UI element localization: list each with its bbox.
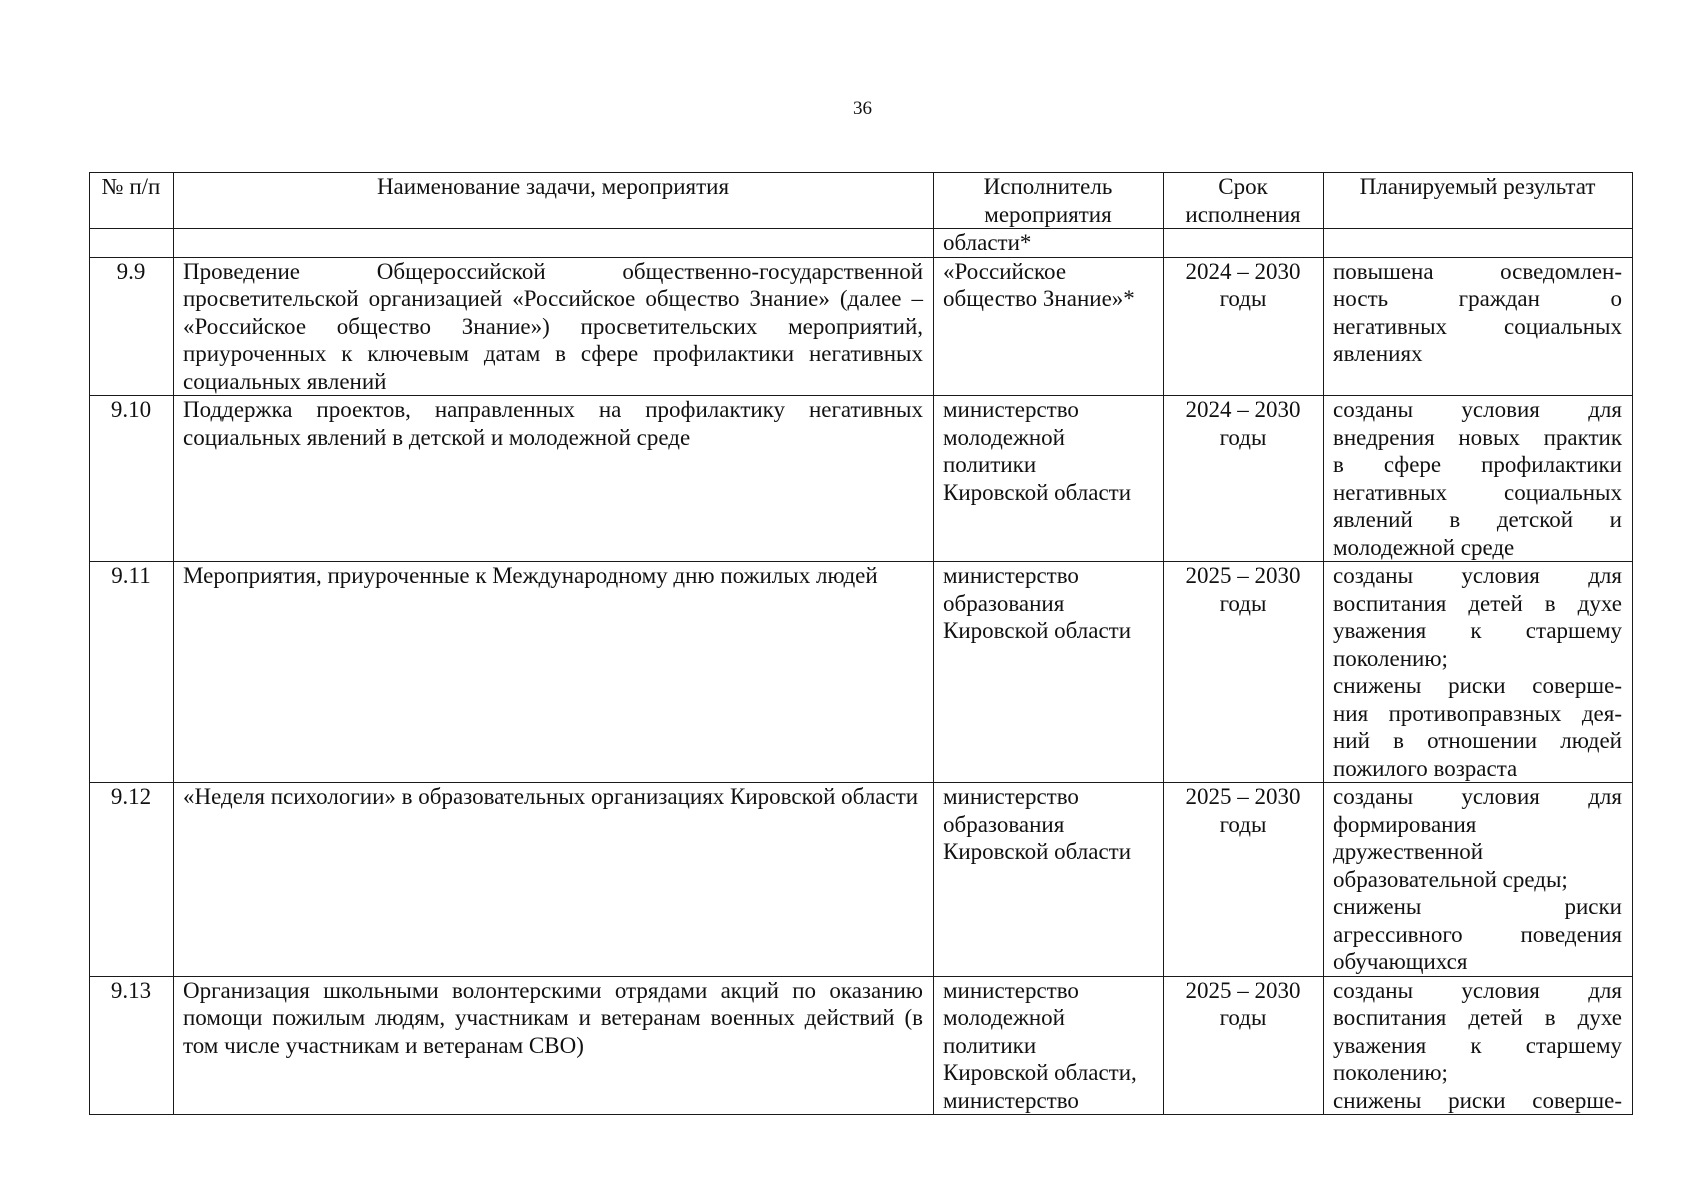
result-line: ность граждан о <box>1333 286 1622 311</box>
result-line: созданы условия для <box>1333 977 1622 1003</box>
result-line: поколению; <box>1333 1060 1448 1085</box>
cell-empty <box>174 229 934 258</box>
executor-line: политики <box>943 452 1037 477</box>
result-line: снижены риски <box>1333 894 1622 919</box>
row-result <box>1324 976 1633 1115</box>
row-term <box>1164 396 1324 562</box>
result-line: в сфере профилактики <box>1333 452 1622 477</box>
row-executor <box>934 783 1164 977</box>
executor-line: Кировской области <box>943 839 1132 864</box>
result-line: формирования <box>1333 811 1477 837</box>
term-line: 2025 – 2030 <box>1185 563 1301 588</box>
executor-line: «Российское <box>943 258 1067 284</box>
row-number: 9.9 <box>90 257 174 396</box>
executor-line: образования <box>943 590 1065 616</box>
row-task-name: «Неделя психологии» в образовательных организациях Кировской области <box>174 783 934 977</box>
header-executor: Исполнитель мероприятия <box>934 173 1164 229</box>
cell-empty <box>1164 229 1324 258</box>
row-executor <box>934 396 1164 562</box>
row-result <box>1324 396 1633 562</box>
executor-line: политики <box>943 1032 1037 1058</box>
executor-line: Кировской области <box>943 479 1132 505</box>
result-line: снижены риски соверше- <box>1333 1087 1622 1113</box>
result-line: негативных социальных <box>1333 313 1622 339</box>
result-line: созданы условия для <box>1333 563 1622 588</box>
row-executor <box>934 257 1164 396</box>
cell-empty <box>90 229 174 258</box>
result-line: повышена осведомлен- <box>1333 258 1622 284</box>
row-number: 9.10 <box>90 396 174 562</box>
row-term <box>1164 976 1324 1115</box>
result-line: поколению; <box>1333 645 1448 671</box>
table-row <box>90 562 1633 783</box>
header-num: № п/п <box>90 173 174 229</box>
table-row <box>90 257 1633 396</box>
result-line: созданы условия для <box>1333 397 1622 422</box>
result-line: снижены риски соверше- <box>1333 673 1622 698</box>
row-result <box>1324 257 1633 396</box>
result-line: воспитания детей в духе <box>1333 590 1622 616</box>
executor-line: министерство <box>943 784 1079 809</box>
executor-line: министерство <box>943 563 1079 588</box>
row-executor <box>934 562 1164 783</box>
term-line: годы <box>1219 424 1267 450</box>
cell-empty <box>1324 229 1633 258</box>
executor-line: Кировской области <box>943 618 1132 643</box>
result-line: агрессивного поведения <box>1333 921 1622 947</box>
executor-line: молодежной <box>943 424 1065 450</box>
header-name: Наименование задачи, мероприятия <box>174 173 934 229</box>
executor-line: образования <box>943 811 1065 837</box>
result-line: дружественной <box>1333 839 1484 864</box>
term-line: годы <box>1219 811 1267 837</box>
executor-line: министерство <box>943 1087 1079 1113</box>
page-number: 36 <box>853 98 872 119</box>
row-number: 9.12 <box>90 783 174 977</box>
result-line: обучающихся <box>1333 949 1468 974</box>
term-line: 2025 – 2030 <box>1185 977 1301 1003</box>
header-result: Планируемый результат <box>1324 173 1633 229</box>
term-line: годы <box>1219 286 1267 311</box>
header-row <box>90 173 1633 229</box>
table-row <box>90 976 1633 1115</box>
term-line: 2024 – 2030 <box>1185 258 1301 284</box>
result-line: образовательной среды; <box>1333 866 1568 892</box>
row-task-name: Поддержка проектов, направленных на профилактику негативных социальных явлений в детской и молодежной среде <box>174 396 934 562</box>
term-line: годы <box>1219 590 1267 616</box>
term-line: годы <box>1219 1005 1267 1030</box>
plan-table <box>89 172 1633 1115</box>
continuation-row <box>90 229 1633 258</box>
executor-line: молодежной <box>943 1005 1065 1030</box>
row-term <box>1164 783 1324 977</box>
header-term: Срок исполнения <box>1164 173 1324 229</box>
row-result <box>1324 562 1633 783</box>
term-line: 2024 – 2030 <box>1185 397 1301 422</box>
table-row <box>90 396 1633 562</box>
result-line: созданы условия для <box>1333 784 1622 809</box>
executor-line: министерство <box>943 977 1079 1003</box>
result-line: пожилого возраста <box>1333 755 1518 781</box>
result-line: уважения к старшему <box>1333 1032 1622 1058</box>
executor-line: министерство <box>943 397 1079 422</box>
term-line: 2025 – 2030 <box>1185 784 1301 809</box>
result-line: явлений в детской и <box>1333 507 1622 532</box>
row-number: 9.13 <box>90 976 174 1115</box>
result-line: ния противоправзных дея- <box>1333 700 1622 726</box>
result-line: явлениях <box>1333 341 1423 366</box>
executor-line: общество Знание»* <box>943 286 1135 311</box>
result-line: уважения к старшему <box>1333 618 1622 643</box>
row-task-name: Организация школьными волонтерскими отрядами акций по оказанию помощи пожилым людям, участникам и ветеранам военных действий (в том числе участникам и ветеранам СВО) <box>174 976 934 1115</box>
row-term <box>1164 562 1324 783</box>
result-line: воспитания детей в духе <box>1333 1005 1622 1030</box>
executor-line: Кировской области, <box>943 1060 1137 1085</box>
row-term <box>1164 257 1324 396</box>
row-number: 9.11 <box>90 562 174 783</box>
table-row <box>90 783 1633 977</box>
row-task-name: Мероприятия, приуроченные к Международному дню пожилых людей <box>174 562 934 783</box>
row-executor <box>934 976 1164 1115</box>
continuation-executor: области* <box>934 229 1164 258</box>
result-line: внедрения новых практик <box>1333 424 1622 450</box>
result-line: негативных социальных <box>1333 479 1622 505</box>
result-line: молодежной среде <box>1333 534 1515 560</box>
row-task-name: Проведение Общероссийской общественно-государственной просветительской организацией «Российское общество Знание» (далее – «Российское общество Знание») просветительских мероприятий, приуроченных к ключевым датам в сфере профилактики негативных социальных явлений <box>174 257 934 396</box>
row-result <box>1324 783 1633 977</box>
result-line: ний в отношении людей <box>1333 728 1622 753</box>
